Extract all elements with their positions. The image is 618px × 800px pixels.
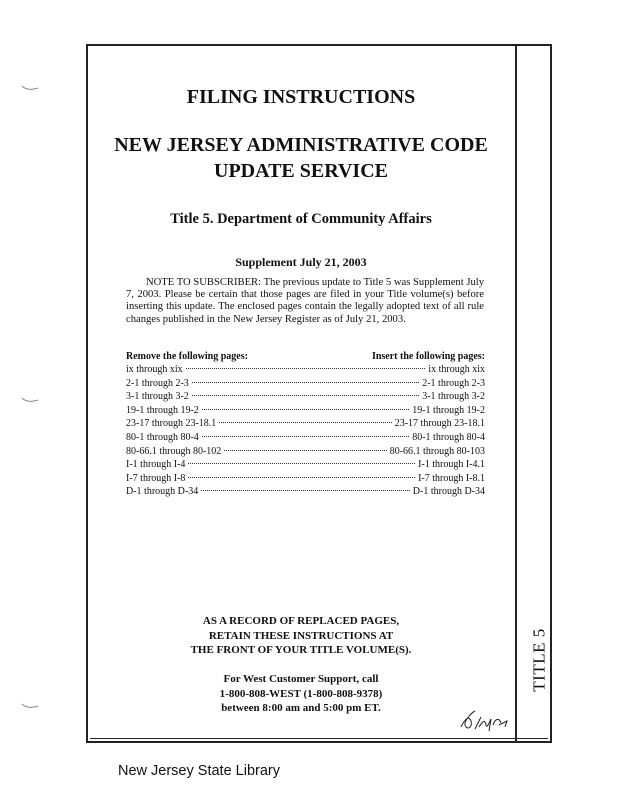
insert-pages: 23-17 through 23-18.1 — [394, 418, 485, 430]
insert-pages: D-1 through D-34 — [412, 486, 485, 498]
dot-leader — [202, 436, 409, 437]
remove-pages: 23-17 through 23-18.1 — [126, 418, 217, 430]
pages-table — [126, 350, 485, 499]
subscriber-note-text: NOTE TO SUBSCRIBER: The previous update to Title 5 was Supplement July 7, 2003. Please be certain that those pages are filed in your Title volume(s) before inserting this update. The enclosed pages contain the legally adopted text of all rule changes published in the New Jersey Register as of July 21, 2003. — [126, 277, 484, 325]
insert-pages: 3-1 through 3-2 — [422, 391, 485, 403]
dot-leader — [186, 368, 426, 369]
remove-pages: I-7 through I-8 — [126, 472, 186, 484]
filing-title: FILING INSTRUCTIONS — [186, 86, 416, 108]
remove-pages: ix through xix — [126, 364, 183, 375]
record-line: RETAIN THESE INSTRUCTIONS AT — [208, 629, 394, 642]
table-row — [126, 417, 485, 431]
remove-pages: 3-1 through 3-2 — [126, 391, 189, 403]
insert-header: Insert the following pages: — [371, 351, 485, 362]
dot-leader — [202, 409, 409, 410]
dot-leader — [188, 477, 415, 478]
table-row — [126, 390, 485, 404]
hole-punch-mark — [20, 392, 40, 406]
customer-support — [88, 672, 514, 716]
insert-pages: 19-1 through 19-2 — [412, 404, 485, 416]
record-line: AS A RECORD OF REPLACED PAGES, — [202, 615, 400, 627]
table-row — [126, 445, 485, 459]
table-row — [126, 377, 485, 391]
table-row — [126, 404, 485, 418]
table-row — [126, 431, 485, 445]
table-row — [126, 363, 485, 377]
remove-pages: 2-1 through 2-3 — [126, 377, 189, 389]
dot-leader — [192, 382, 419, 383]
support-line: between 8:00 am and 5:00 pm ET. — [221, 702, 381, 714]
department-title: Title 5. Department of Community Affairs — [170, 211, 432, 227]
hole-punch-mark — [20, 698, 40, 712]
table-row — [126, 458, 485, 472]
support-line: 1-800-808-WEST (1-800-808-9378) — [219, 687, 383, 700]
insert-pages: 80-1 through 80-4 — [412, 431, 485, 443]
table-row — [126, 485, 485, 499]
remove-pages: 80-1 through 80-4 — [126, 431, 199, 443]
dot-leader — [188, 463, 415, 464]
code-title-line2: UPDATE SERVICE — [214, 160, 388, 182]
hole-punch-mark — [20, 80, 40, 94]
remove-pages: I-1 through I-4 — [126, 459, 186, 471]
insert-pages: I-1 through I-4.1 — [418, 459, 485, 471]
insert-pages: ix through xix — [428, 364, 485, 375]
table-row — [126, 472, 485, 486]
dot-leader — [219, 422, 391, 423]
dot-leader — [224, 450, 386, 451]
code-title-line1: NEW JERSEY ADMINISTRATIVE CODE — [114, 134, 488, 156]
supplement-title: Supplement July 21, 2003 — [235, 255, 367, 269]
handwritten-signature — [455, 705, 515, 735]
remove-header: Remove the following pages: — [126, 351, 248, 362]
record-instructions — [88, 614, 514, 658]
dot-leader — [192, 395, 419, 396]
library-footer: New Jersey State Library — [118, 763, 280, 779]
record-line: THE FRONT OF YOUR TITLE VOLUME(S). — [190, 644, 412, 656]
remove-pages: 80-66.1 through 80-102 — [126, 445, 222, 457]
dot-leader — [201, 490, 410, 491]
insert-pages: 80-66.1 through 80-103 — [389, 445, 485, 457]
remove-pages: D-1 through D-34 — [126, 486, 199, 498]
subscriber-note — [126, 277, 484, 326]
side-tab — [510, 620, 570, 700]
remove-pages: 19-1 through 19-2 — [126, 404, 199, 416]
insert-pages: I-7 through I-8.1 — [418, 472, 485, 484]
pages-table-header — [126, 350, 485, 363]
side-tab-label: TITLE 5 — [530, 628, 550, 692]
support-line: For West Customer Support, call — [223, 673, 379, 685]
insert-pages: 2-1 through 2-3 — [422, 377, 485, 389]
